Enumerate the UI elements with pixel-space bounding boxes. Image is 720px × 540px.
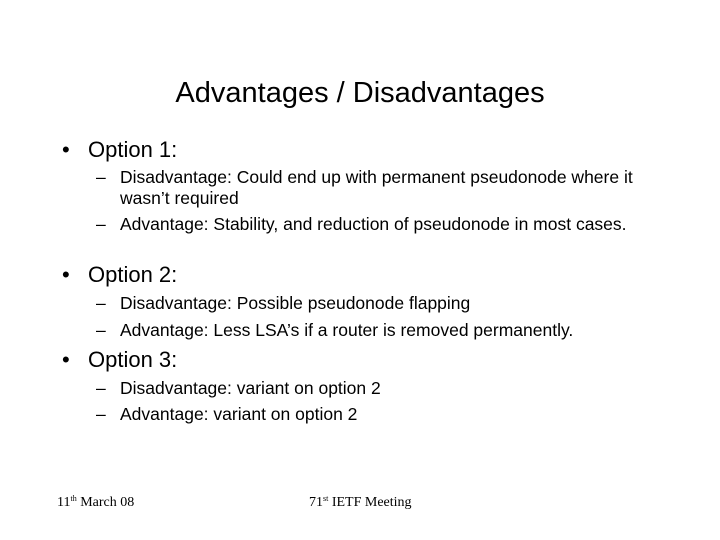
option-2-label: Option 2: — [88, 262, 178, 287]
option-1-label: Option 1: — [88, 137, 178, 162]
option-3-label: Option 3: — [88, 347, 178, 372]
option-1-point-1 — [96, 167, 656, 209]
option-3-advantage: Advantage: variant on option 2 — [120, 404, 358, 424]
option-3-point-2 — [96, 404, 696, 425]
dash-icon: – — [96, 167, 106, 187]
footer-meeting-suffix: st — [323, 494, 329, 503]
footer-meeting — [309, 494, 412, 512]
option-2-bullet — [62, 262, 177, 288]
option-2-point-1 — [96, 293, 696, 314]
option-1-disadvantage: Disadvantage: Could end up with permanent pseudonode where it wasn’t required — [120, 167, 633, 208]
footer-meeting-num: 71 — [309, 495, 323, 510]
option-3-point-1 — [96, 378, 696, 399]
option-2-disadvantage: Disadvantage: Possible pseudonode flapping — [120, 293, 471, 313]
option-1-advantage: Advantage: Stability, and reduction of pseudonode in most cases. — [120, 214, 627, 234]
dash-icon: – — [96, 214, 106, 234]
footer-date-rest: March 08 — [76, 495, 135, 510]
slide-title: Advantages / Disadvantages — [175, 77, 545, 109]
dash-icon: – — [96, 293, 106, 313]
footer-meeting-rest: IETF Meeting — [328, 495, 412, 510]
dash-icon: – — [96, 404, 106, 424]
bullet-dot-icon: • — [62, 137, 70, 162]
option-2-advantage: Advantage: Less LSA’s if a router is removed permanently. — [120, 320, 574, 340]
footer-date — [57, 494, 134, 512]
dash-icon: – — [96, 320, 106, 340]
option-1-bullet — [62, 137, 177, 163]
bullet-dot-icon: • — [62, 347, 70, 372]
option-3-bullet — [62, 347, 177, 373]
option-2-point-2 — [96, 320, 696, 341]
option-1-point-2 — [96, 214, 656, 235]
dash-icon: – — [96, 378, 106, 398]
footer-date-day: 11 — [57, 495, 71, 510]
footer-date-suffix: th — [70, 494, 77, 503]
option-3-disadvantage: Disadvantage: variant on option 2 — [120, 378, 381, 398]
bullet-dot-icon: • — [62, 262, 70, 287]
